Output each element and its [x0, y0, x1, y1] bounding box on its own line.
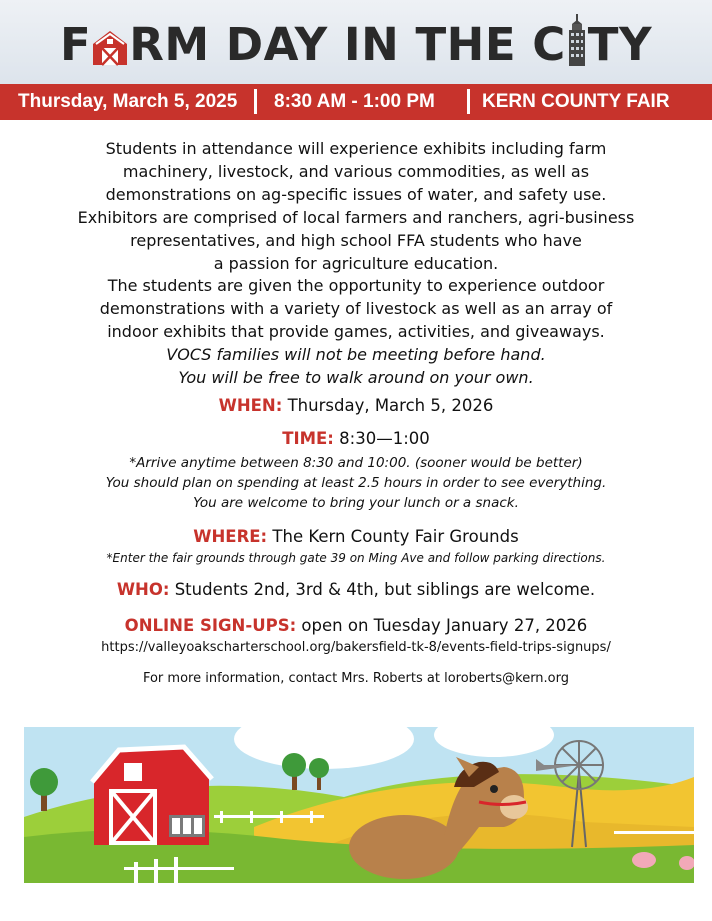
time-label: TIME: — [282, 429, 334, 448]
where-value: The Kern County Fair Grounds — [267, 527, 519, 546]
where-label: WHERE: — [193, 527, 268, 546]
signups-link[interactable]: https://valleyoakscharterschool.org/bakersfield-tk-8/events-field-trips-signups/ — [101, 640, 611, 655]
description — [0, 138, 712, 390]
farm-scene-illustration — [24, 727, 694, 883]
barn-icon — [91, 24, 129, 77]
description-line: machinery, livestock, and various commodities, as well as — [122, 161, 590, 181]
banner-venue: KERN COUNTY FAIR — [482, 91, 670, 112]
time-note: You should plan on spending at least 2.5 hours in order to see everything. — [105, 475, 607, 491]
note-line: VOCS families will not be meeting before hand. — [166, 345, 546, 365]
time-note: *Arrive anytime between 8:30 and 10:00. (sooner would be better) — [129, 455, 583, 471]
who-label: WHO: — [116, 580, 170, 599]
description-line: The students are given the opportunity to experience outdoor — [107, 276, 605, 296]
description-line: representatives, and high school FFA students who have — [130, 230, 582, 250]
description-line: Exhibitors are comprised of local farmers and ranchers, agri-business — [77, 207, 635, 227]
contact-info: For more information, contact Mrs. Roberts at loroberts@kern.org — [142, 671, 570, 686]
description-line: demonstrations with a variety of livestock as well as an array of — [99, 299, 613, 319]
who-row — [0, 580, 712, 599]
banner-time: 8:30 AM - 1:00 PM — [274, 91, 435, 112]
when-row — [0, 396, 712, 415]
description-line: demonstrations on ag-specific issues of water, and safety use. — [105, 184, 607, 204]
where-note: *Enter the fair grounds through gate 39 on Ming Ave and follow parking directions. — [106, 551, 606, 565]
signups-value: open on Tuesday January 27, 2026 — [296, 616, 588, 635]
page-title: F RM DAY IN THE C TY — [0, 14, 712, 77]
description-line: indoor exhibits that provide games, activities, and giveaways. — [107, 322, 605, 342]
description-line: a passion for agriculture education. — [213, 253, 499, 273]
description-line: Students in attendance will experience exhibits including farm — [105, 139, 607, 158]
signups-row — [0, 616, 712, 635]
time-value: 8:30—1:00 — [333, 429, 430, 448]
when-label: WHEN: — [218, 396, 283, 415]
event-banner — [0, 84, 712, 120]
when-value: Thursday, March 5, 2026 — [282, 396, 494, 415]
banner-divider — [467, 89, 470, 114]
who-value: Students 2nd, 3rd & 4th, but siblings are welcome. — [169, 580, 596, 599]
banner-divider — [254, 89, 257, 114]
banner-date: Thursday, March 5, 2025 — [18, 91, 238, 112]
time-note: You are welcome to bring your lunch or a snack. — [193, 495, 519, 511]
where-row — [0, 527, 712, 546]
signups-label: ONLINE SIGN-UPS: — [124, 616, 297, 635]
skyscraper-icon — [566, 14, 588, 77]
barn-illustration-icon — [92, 747, 212, 845]
title-area — [0, 0, 712, 84]
note-line: You will be free to walk around on your own. — [178, 368, 534, 388]
time-row — [0, 429, 712, 448]
